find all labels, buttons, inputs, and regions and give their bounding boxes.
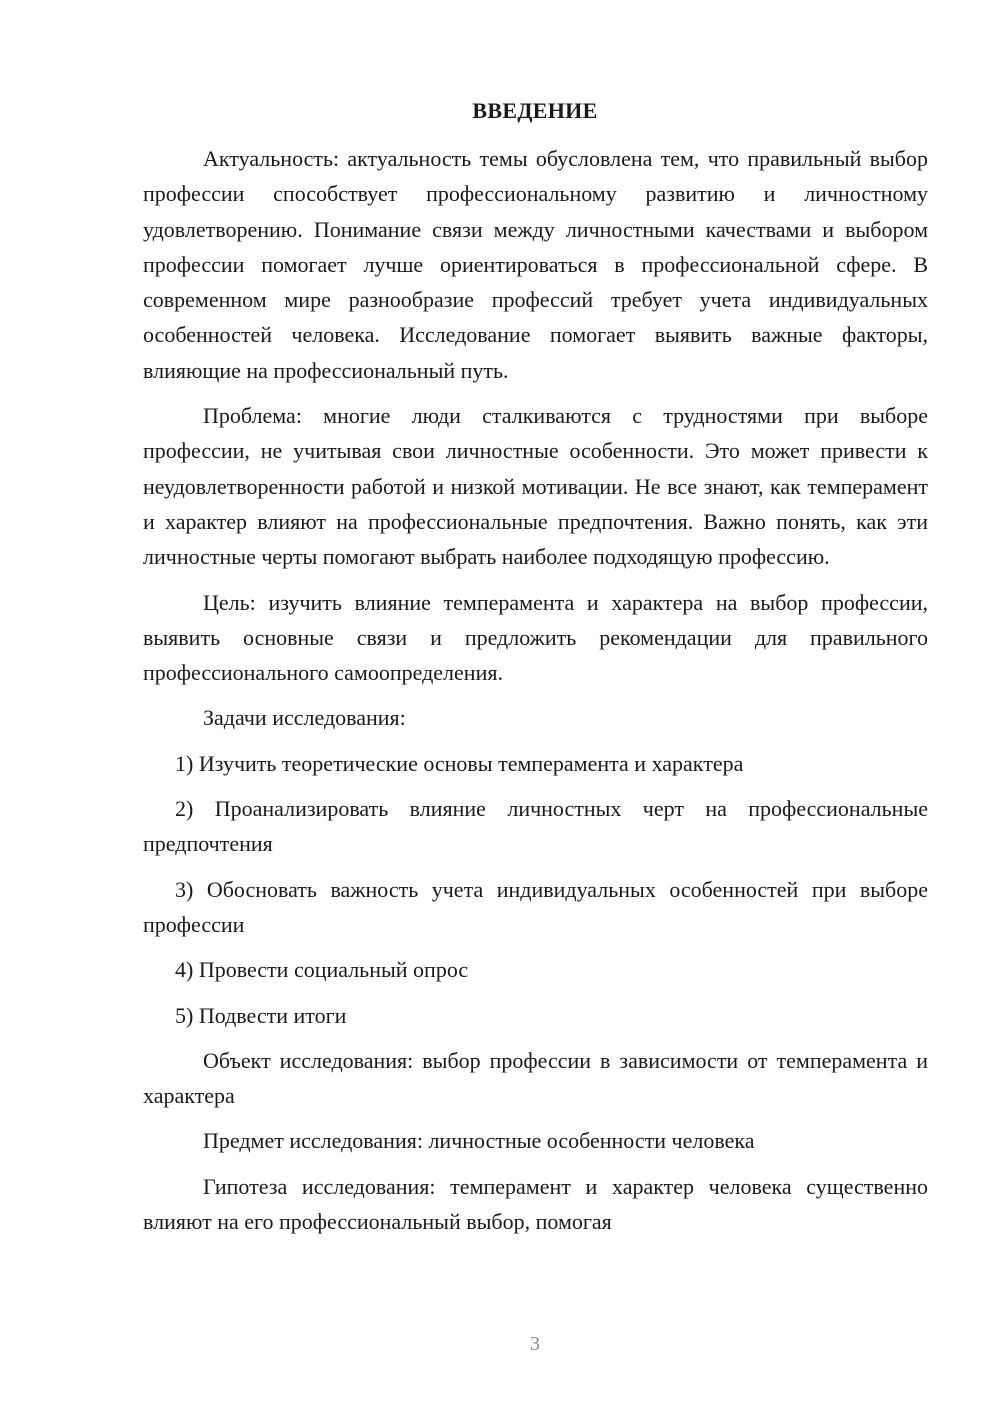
task-item-5: 5) Подвести итоги — [175, 1002, 347, 1028]
task-item-2: 2) Проанализировать влияние личностных черт на профессиональные предпочтения — [143, 796, 928, 857]
task-item-1: 1) Изучить теоретические основы темперамента и характера — [175, 750, 744, 776]
paragraph-problem: Проблема: многие люди сталкиваются с трудностями при выборе профессии, не учитывая свои личностные особенности. Это может привести к неудовлетворенности работой и низкой мотивации. Не все знают, как темперамент и характер влияют на профессиональные предпочтения. Важно понять, как эти личностные черты помогают выбрать наиболее подходящую профессию. — [143, 403, 928, 570]
task-item-4: 4) Провести социальный опрос — [175, 957, 469, 983]
paragraph-goal: Цель: изучить влияние темперамента и характера на выбор профессии, выявить основные связи и предложить рекомендации для правильного профессионального самоопределения. — [143, 589, 928, 686]
document-body — [143, 141, 928, 1239]
paragraph-tasks-heading: Задачи исследования: — [203, 705, 406, 731]
paragraph-hypothesis: Гипотеза исследования: темперамент и характер человека существенно влияют на его профессиональный выбор, помогая — [143, 1173, 928, 1235]
section-title: ВВЕДЕНИЕ — [472, 98, 598, 123]
paragraph-subject: Предмет исследования: личностные особенности человека — [203, 1128, 755, 1154]
page-number: 3 — [530, 1333, 540, 1355]
task-item-3: 3) Обосновать важность учета индивидуальных особенностей при выборе профессии — [143, 876, 928, 937]
paragraph-relevance: Актуальность: актуальность темы обусловлена тем, что правильный выбор профессии способствует профессиональному развитию и личностному удовлетворению. Понимание связи между личностными качествами и выбором профессии помогает лучше ориентироваться в профессиональной сфере. В современном мире разнообразие профессий требует учета индивидуальных особенностей человека. Исследование помогает выявить важные факторы, влияющие на профессиональный путь. — [143, 146, 928, 383]
paragraph-object: Объект исследования: выбор профессии в зависимости от темперамента и характера — [143, 1047, 928, 1109]
